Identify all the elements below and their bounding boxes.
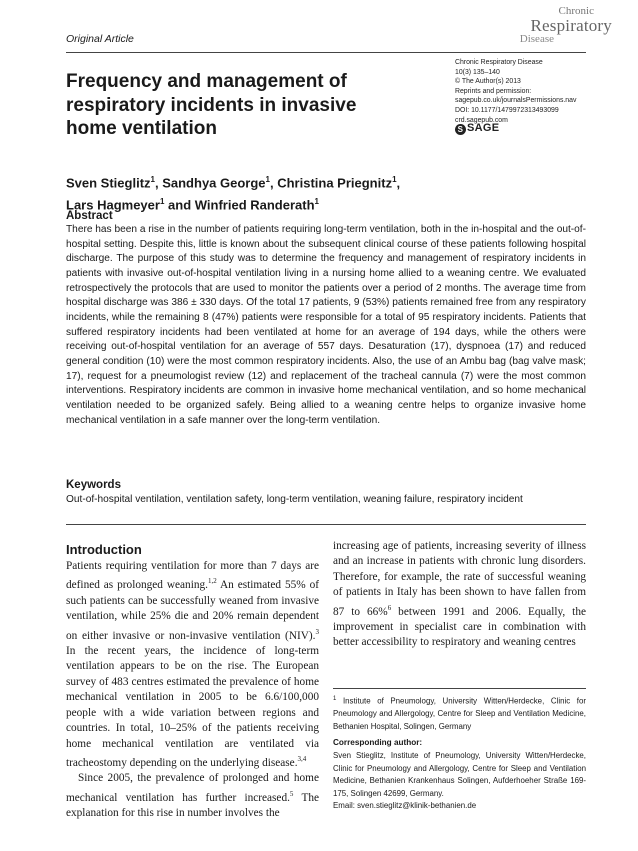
journal-logo-line-2: Respiratory [530,16,612,35]
affiliation-marker: 1 [392,175,397,184]
journal-logo [520,6,612,45]
citation-ref[interactable]: 3,4 [297,754,307,763]
intro-text: increasing age of patients, increasing severity of illness and an increase in patients with chronic lung disorders. Therefore, for example, the rate of successful weaning of patients in Italy has been shown to have fallen from 87 to 66% [333,540,586,618]
author-list [66,170,446,215]
citation-ref[interactable]: 3 [315,627,319,636]
intro-text: Patients requiring ventilation for more than 7 days are defined as prolonged weaning. [66,560,319,592]
journal-logo-line-1: Chronic [558,5,594,17]
meta-copyright: © The Author(s) 2013 [455,78,521,86]
introduction-heading: Introduction [66,542,142,557]
corresponding-author-heading: Corresponding author: [333,738,423,747]
corresponding-author-address: Sven Stieglitz, Institute of Pneumology, University Witten/Herdecke, Clinic for Pneumology and Allergology, Centre for Sleep and Ventilation Medicine, Bethanien Krankenhaus Solingen, Aufderhoeher Straße 169-175, Solingen 42699, Germany. [333,751,586,798]
publisher-name: SAGE [467,122,500,134]
meta-reprints: Reprints and permission: [455,87,532,95]
affiliation-text: Institute of Pneumology, University Witten/Herdecke, Clinic for Pneumology and Allergology, Centre for Sleep and Ventilation Medicine, Bethanien Hospital, Solingen, Germany [333,696,586,731]
meta-doi[interactable]: DOI: 10.1177/1479972313493099 [455,106,559,114]
author-name: Lars Hagmeyer [66,197,160,213]
intro-text: In the recent years, the incidence of long-term ventilation appears to be on the rise. The European survey of 483 centres estimated the prevalence of home mechanical ventilation in 2005 to be 6.6/100,000 people with a wide variation between regions and countries. In total, 10–25% of the patients receiving home mechanical ventilation are ventilated via tracheostomy depending on the underlying disease. [66,644,319,769]
author-name: Winfried Randerath [194,197,315,213]
abstract-heading: Abstract [66,210,113,222]
citation-ref[interactable]: 1,2 [207,577,217,586]
article-type-label: Original Article [66,33,134,45]
keywords-heading: Keywords [66,479,121,491]
citation-ref[interactable]: 6 [387,603,392,612]
affiliation-footnote [333,693,586,733]
intro-paragraph-2-start [66,771,319,821]
meta-journal: Chronic Respiratory Disease [455,59,543,66]
intro-paragraph-1 [66,559,319,771]
intro-paragraph-2-continued [333,539,586,651]
publisher-ring-icon: S [455,124,466,135]
affiliation-marker: 1 [150,175,155,184]
journal-meta [455,58,627,125]
meta-permissions-link[interactable]: sagepub.co.uk/journalsPermissions.nav [455,97,577,105]
journal-logo-line-3: Disease [519,33,554,45]
intro-text: The explanation for this rise in number involves the [66,791,320,819]
author-line-1: Sven Stieglitz$^1$, Sandhya George$^1$, Christina Priegnitz$^1$, [66,175,401,191]
header-divider [66,52,586,53]
publisher-logo [455,122,499,135]
affiliation-number: 1 [333,696,337,702]
intro-text: between 1991 and 2006. Equally, the improvement in specialist care in combination with better accessibility to respiratory and weaning centres [333,605,586,649]
body-column-right [333,539,586,651]
intro-text: An estimated 55% of such patients can be successfully weaned from invasive ventilation, while 25% die and 20% remain dependent on either invasive or non-invasive ventilation (NIV). [66,579,319,642]
corresponding-author-email[interactable]: Email: sven.stieglitz@klinik-bethanien.de [333,801,477,811]
meta-volume: 10(3) 135–140 [455,68,500,76]
corresponding-author-details [333,750,586,813]
article-title: Frequency and management of respiratory incidents in invasive home ventilation [66,71,357,139]
intro-text: Since 2005, the prevalence of prolonged and home mechanical ventilation has further increased. [66,772,319,804]
abstract-text: There has been a rise in the number of patients requiring long-term ventilation, both in the in-hospital and the out-of-hospital setting. Despite this, little is known about the subsequent clinical course of these patients following hospital discharge. The purpose of this study was to determine the frequency and management of respiratory incidents in patients with invasive out-of-hospital ventilation living in a nursing home allied to a weaning centre. We evaluated retrospectively the protocols that are used to monitor the patients over a period of 2 months. The average time from hospital discharge was 386 ± 330 days. Of the total 17 patients, 9 (53%) patients remained free from any respiratory incidents, while the remaining 8 (47%) patients were responsible for a total of 95 respiratory incidents. Patients that suffered respiratory incidents had been ventilated at home for an average of 194 days, while the others were receiving out-of-hospital ventilation for an average of 557 days. Desaturation (17), dyspnoea (17) and reduced general condition (10) were the most common respiratory incidents. Also, the use of an Ambu bag (bag valve mask; 17), request for a pneumologist review (12) and replacement of the tracheal cannula (7) were the most common interventions. Respiratory incidents are common in invasive home mechanical ventilation, and so home mechanical ventilation needed to be organized safely. Being allied to a weaning centre helps to organize invasive home mechanical ventilation in a safe manner over the long-term ventilation. [66,224,586,426]
citation-ref[interactable]: 5 [289,789,294,798]
affiliation-marker: 1 [159,197,165,207]
author-name: Christina Priegnitz [277,175,393,191]
keywords-text: Out-of-hospital ventilation, ventilation safety, long-term ventilation, weaning failure, respiratory incident [66,494,523,505]
author-name: Sven Stieglitz [66,175,151,191]
body-divider [66,524,586,525]
author-name: Sandhya George [162,175,266,191]
affiliation-marker: 1 [265,175,270,184]
meta-journal-url[interactable]: crd.sagepub.com [455,116,508,124]
author-line-2: Lars Hagmeyer$^1$ and Winfried Randerath$^1$ [66,197,319,213]
footnote-divider [333,688,586,689]
body-column-left [66,559,319,821]
affiliation-marker: 1 [314,197,319,207]
